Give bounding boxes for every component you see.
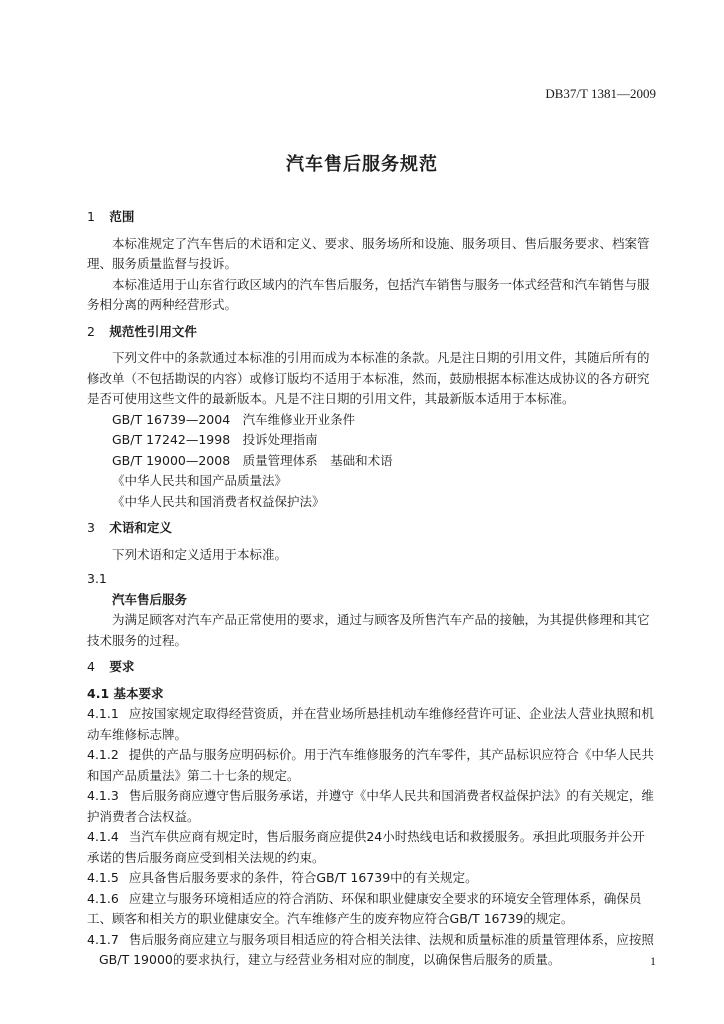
clause-text: 应按国家规定取得经营资质，并在营业场所悬挂机动车维修经营许可证、企业法人营业执照和机动车维修标志牌。 [87,706,654,742]
paragraph: 本标准适用于山东省行政区域内的汽车售后服务，包括汽车销售与服务一体式经营和汽车销售与服务相分离的两种经营形式。 [87,276,650,312]
reference-item: GB/T 16739—2004 汽车维修业开业条件 [112,411,356,427]
section-heading [87,322,657,343]
section-number: 1 [87,209,95,224]
term-name: 汽车售后服务 [112,591,188,607]
document-title: 汽车售后服务规范 [286,154,438,175]
section-title: 术语和定义 [109,520,172,535]
section-heading [87,657,657,678]
section-heading [87,518,657,539]
paragraph: 下列文件中的条款通过本标准的引用而成为本标准的条款。凡是注日期的引用文件，其随后所有的修改单（不包括勘误的内容）或修订版均不适用于本标准，然而，鼓励根据本标准达成协议的各方研究是否可使用这些文件的最新版本。凡是不注日期的引用文件，其最新版本适用于本标准。 [87,350,650,406]
reference-item: 《中华人民共和国产品质量法》 [112,473,288,488]
section-heading [87,207,657,228]
clause-item [87,786,657,827]
clause-text: 提供的产品与服务应明码标价。用于汽车维修服务的汽车零件，其产品标识应符合《中华人民共和国产品质量法》第二十七条的规定。 [87,747,654,783]
clause-text: 当汽车供应商有规定时，售后服务商应提供24小时热线电话和救援服务。承担此项服务并公开承诺的售后服务商应受到相关法规的约束。 [87,829,645,865]
clause-number: 4.1.6 [87,890,119,906]
clause-text: 售后服务商应建立与服务项目相适应的符合相关法律、法规和质量标准的质量管理体系，应按照GB/T 19000的要求执行，建立与经营业务相对应的制度，以确保售后服务的质量。 [99,931,654,967]
term-definition: 为满足顾客对汽车产品正常使用的要求，通过与顾客及所售汽车产品的接触，为其提供修理和其它技术服务的过程。 [87,612,650,648]
clause-item [87,930,657,971]
reference-item: GB/T 17242—1998 投诉处理指南 [112,432,318,447]
clause-text: 应建立与服务环境相适应的符合消防、环保和职业健康安全要求的环境安全管理体系，确保员工、顾客和相关方的职业健康安全。汽车维修产生的废弃物应符合GB/T 16739的规定。 [87,890,642,926]
clause-number: 4.1.5 [87,870,119,885]
subsection-number: 4.1 [87,685,110,701]
clause-number: 4.1.3 [87,788,119,803]
document-body [87,207,657,971]
clause-number: 4.1.1 [87,706,119,721]
clause-item [87,704,657,745]
clause-item [87,889,657,930]
clause-number: 4.1.2 [87,747,119,762]
term-number: 3.1 [87,571,107,586]
reference-item: GB/T 19000—2008 质量管理体系 基础和术语 [112,452,393,468]
section-number: 3 [87,520,95,535]
standard-code: DB37/T 1381—2009 [545,86,656,101]
section-title: 范围 [109,209,135,224]
paragraph: 本标准规定了汽车售后的术语和定义、要求、服务场所和设施、服务项目、售后服务要求、档案管理、服务质量监督与投诉。 [87,235,650,271]
section-title: 规范性引用文件 [109,323,197,339]
clause-item [87,868,657,889]
clause-text: 应具备售后服务要求的条件，符合GB/T 16739中的有关规定。 [128,870,478,885]
clause-text: 售后服务商应遵守售后服务承诺，并遵守《中华人民共和国消费者权益保护法》的有关规定，维护消费者合法权益。 [87,788,654,824]
clause-item [87,827,657,868]
section-number: 4 [87,659,95,674]
clause-number: 4.1.4 [87,829,119,844]
clause-item [87,745,657,786]
subsection-title: 基本要求 [113,685,164,701]
section-number: 2 [87,323,95,339]
clause-number: 4.1.7 [87,931,119,947]
section-title: 要求 [109,659,135,674]
page-number: 1 [650,954,656,968]
paragraph: 下列术语和定义适用于本标准。 [112,546,288,562]
reference-item: 《中华人民共和国消费者权益保护法》 [112,493,325,509]
subsection-heading [87,684,657,705]
